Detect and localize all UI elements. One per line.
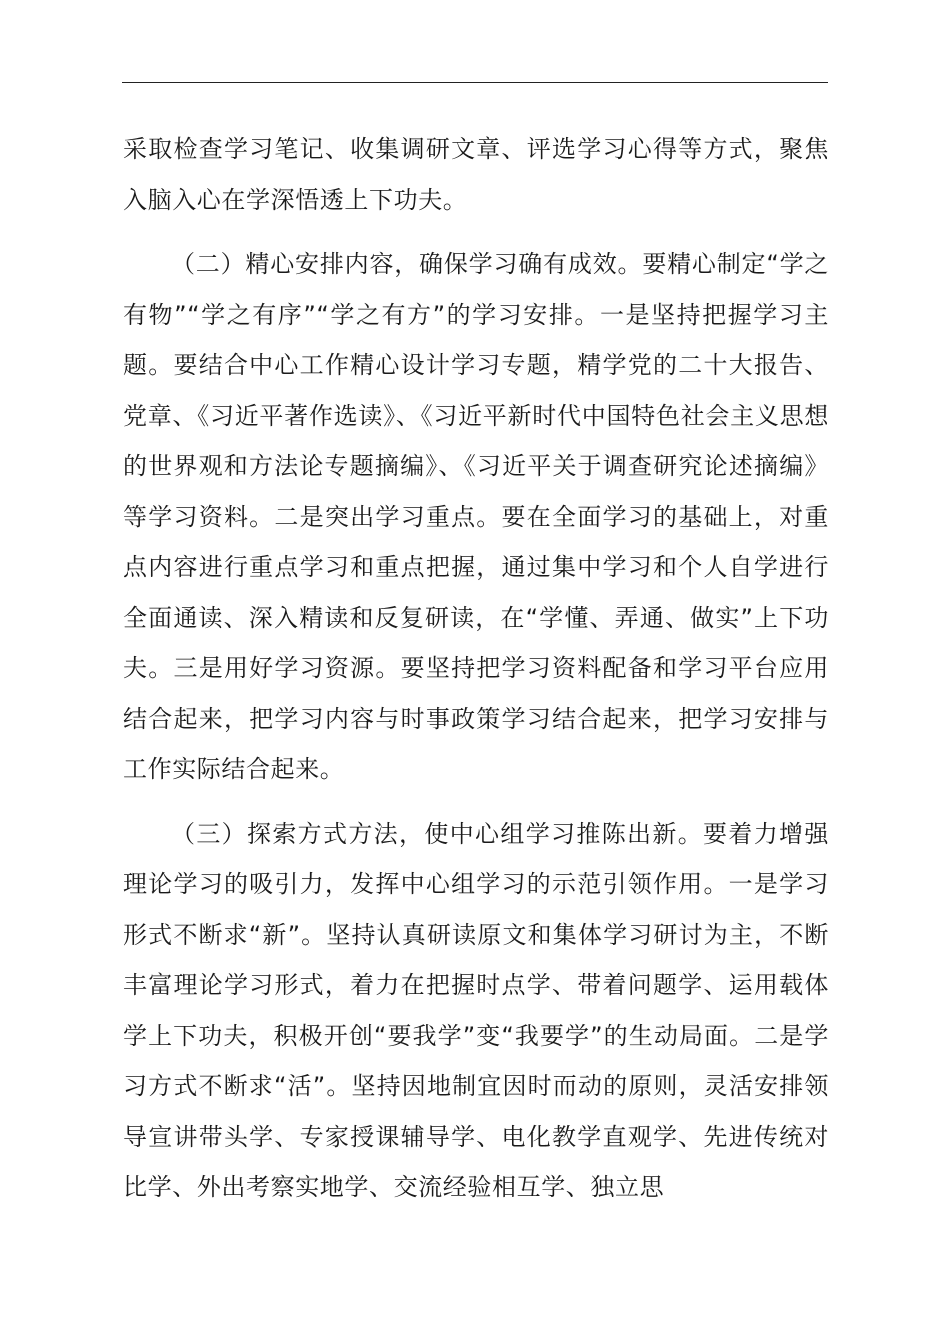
- paragraph-section-3: （三）探索方式方法，使中心组学习推陈出新。要着力增强理论学习的吸引力，发挥中心组学习的示范引领作用。一是学习形式不断求“新”。坚持认真研读原文和集体学习研讨为主，不断丰富理论学习形式，着力在把握时点学、带着问题学、运用载体学上下功夫，积极开创“要我学”变“我要学”的生动局面。二是学习方式不断求“活”。坚持因地制宜因时而动的原则，灵活安排领导宣讲带头学、专家授课辅导学、电化教学直观学、先进传统对比学、外出考察实地学、交流经验相互学、独立思: [123, 819, 829, 1201]
- paragraph-section-2: （二）精心安排内容，确保学习确有成效。要精心制定“学之有物”“学之有序”“学之有方”的学习安排。一是坚持把握学习主题。要结合中心工作精心设计学习专题，精学党的二十大报告、党章、《习近平著作选读》、《习近平新时代中国特色社会主义思想的世界观和方法论专题摘编》、《习近平关于调查研究论述摘编》等学习资料。二是突出学习重点。要在全面学习的基础上，对重点内容进行重点学习和重点把握，通过集中学习和个人自学进行全面通读、深入精读和反复研读，在“学懂、弄通、做实”上下功夫。三是用好学习资源。要坚持把学习资料配备和学习平台应用结合起来，把学习内容与时事政策学习结合起来，把学习安排与工作实际结合起来。: [123, 250, 829, 783]
- paragraph-continuation: 采取检查学习笔记、收集调研文章、评选学习心得等方式，聚焦入脑入心在学深悟透上下功夫。: [123, 135, 829, 214]
- body-text: [123, 124, 829, 1213]
- header-rule: [122, 82, 828, 83]
